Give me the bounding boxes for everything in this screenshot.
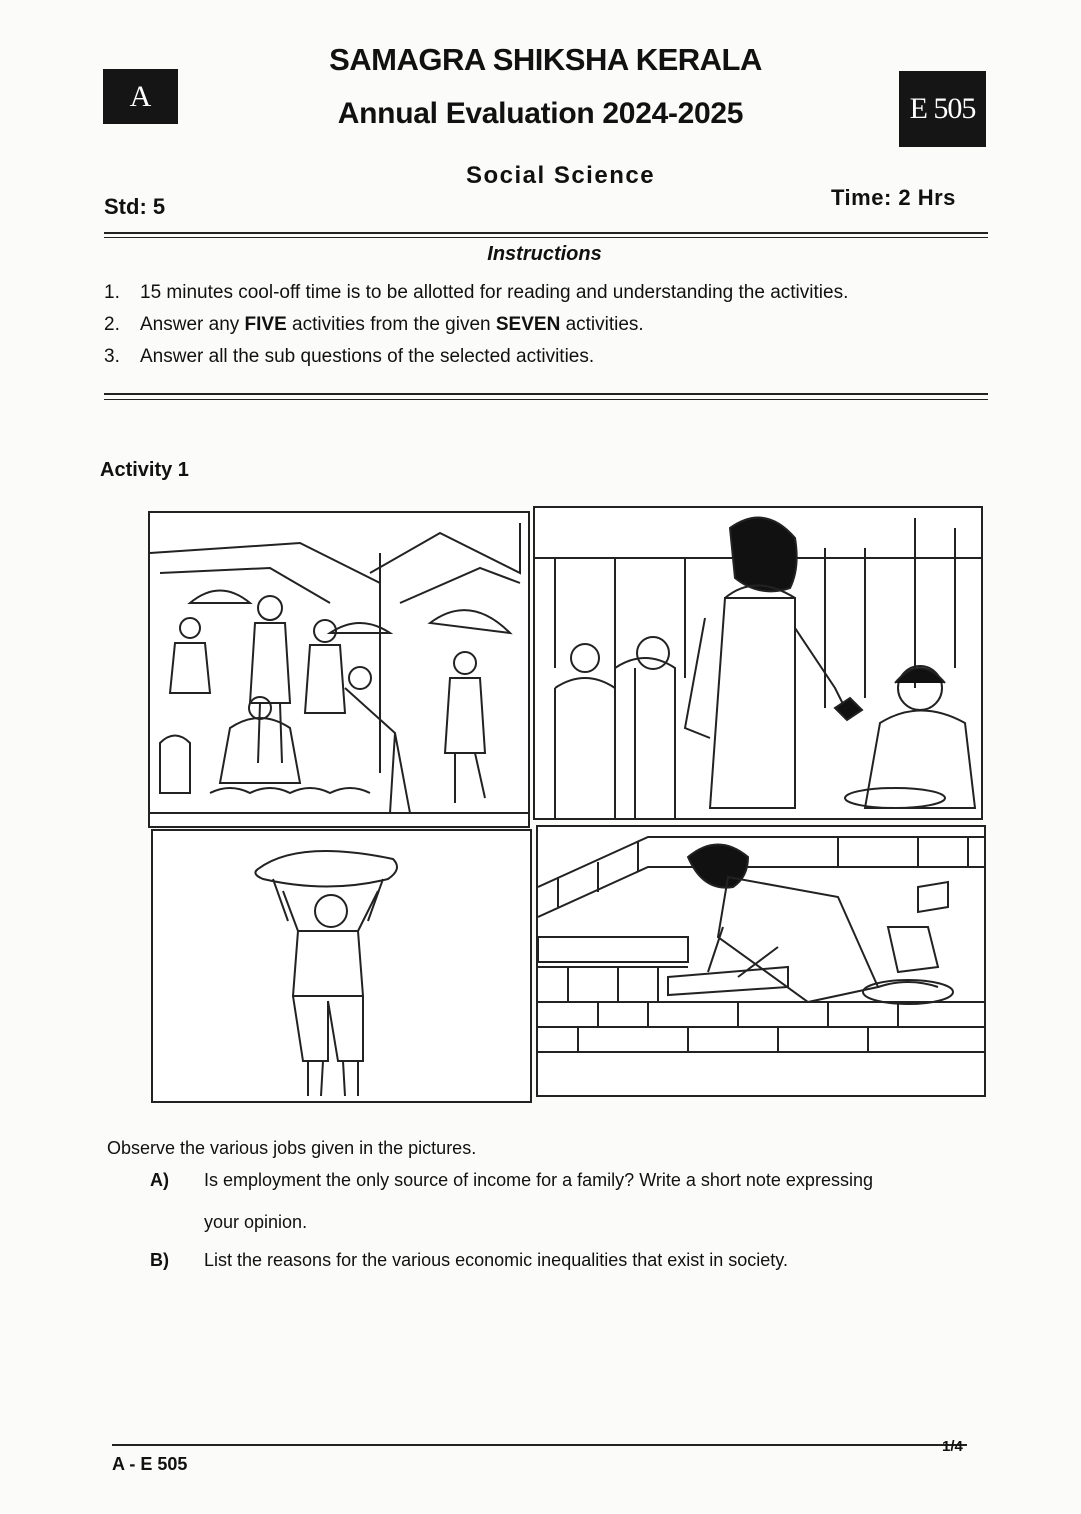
instruction-text: Answer all the sub questions of the selected activities. — [140, 346, 595, 367]
question-text: Is employment the only source of income for a family? Write a short note expressing — [204, 1170, 873, 1190]
question-label: B) — [150, 1250, 169, 1270]
instruction-emphasis: SEVEN — [495, 314, 561, 335]
standard-label: Std: 5 — [104, 194, 166, 219]
paper-code-badge: E 505 — [899, 71, 986, 147]
activity-prompt: Observe the various jobs given in the pictures. — [107, 1138, 477, 1158]
instruction-number: 3. — [104, 346, 120, 367]
question-a — [150, 1170, 873, 1191]
instructions-divider-bottom — [104, 399, 988, 400]
question-label: A) — [150, 1170, 169, 1190]
instruction-text: activities. — [560, 314, 644, 335]
question-text: your opinion. — [204, 1212, 308, 1232]
instruction-text: activities from the given — [286, 314, 496, 335]
bus-conductor-illustration — [533, 506, 983, 820]
footer-code: A - E 505 — [112, 1454, 188, 1474]
header-divider-top — [104, 232, 988, 234]
instructions-divider-top — [104, 393, 988, 395]
activity-title: Activity 1 — [100, 459, 189, 481]
mason-illustration — [536, 825, 986, 1097]
header-divider-bottom — [104, 237, 988, 238]
exam-title: Annual Evaluation 2024-2025 — [337, 97, 744, 130]
instruction-emphasis: FIVE — [244, 314, 287, 335]
org-title: SAMAGRA SHIKSHA KERALA — [329, 42, 762, 77]
instruction-item — [104, 282, 848, 304]
footer-divider — [112, 1444, 967, 1446]
subject-title: Social Science — [465, 162, 656, 189]
instruction-text: 15 minutes cool-off time is to be allotted for reading and understanding the activities. — [140, 282, 849, 303]
market-scene-illustration — [148, 511, 530, 828]
instruction-number: 1. — [104, 282, 120, 303]
page-number: 1/4 — [942, 1438, 963, 1455]
question-b — [150, 1250, 788, 1271]
set-badge: A — [103, 69, 178, 124]
porter-illustration — [151, 829, 532, 1103]
question-a-continuation — [204, 1212, 307, 1233]
time-label: Time: 2 Hrs — [831, 185, 956, 210]
question-text: List the reasons for the various economic inequalities that exist in society. — [204, 1250, 788, 1270]
instruction-item — [104, 346, 594, 368]
instruction-item — [104, 314, 644, 336]
instruction-text: Answer any — [140, 314, 245, 335]
instruction-number: 2. — [104, 314, 120, 335]
instructions-title: Instructions — [487, 243, 602, 265]
